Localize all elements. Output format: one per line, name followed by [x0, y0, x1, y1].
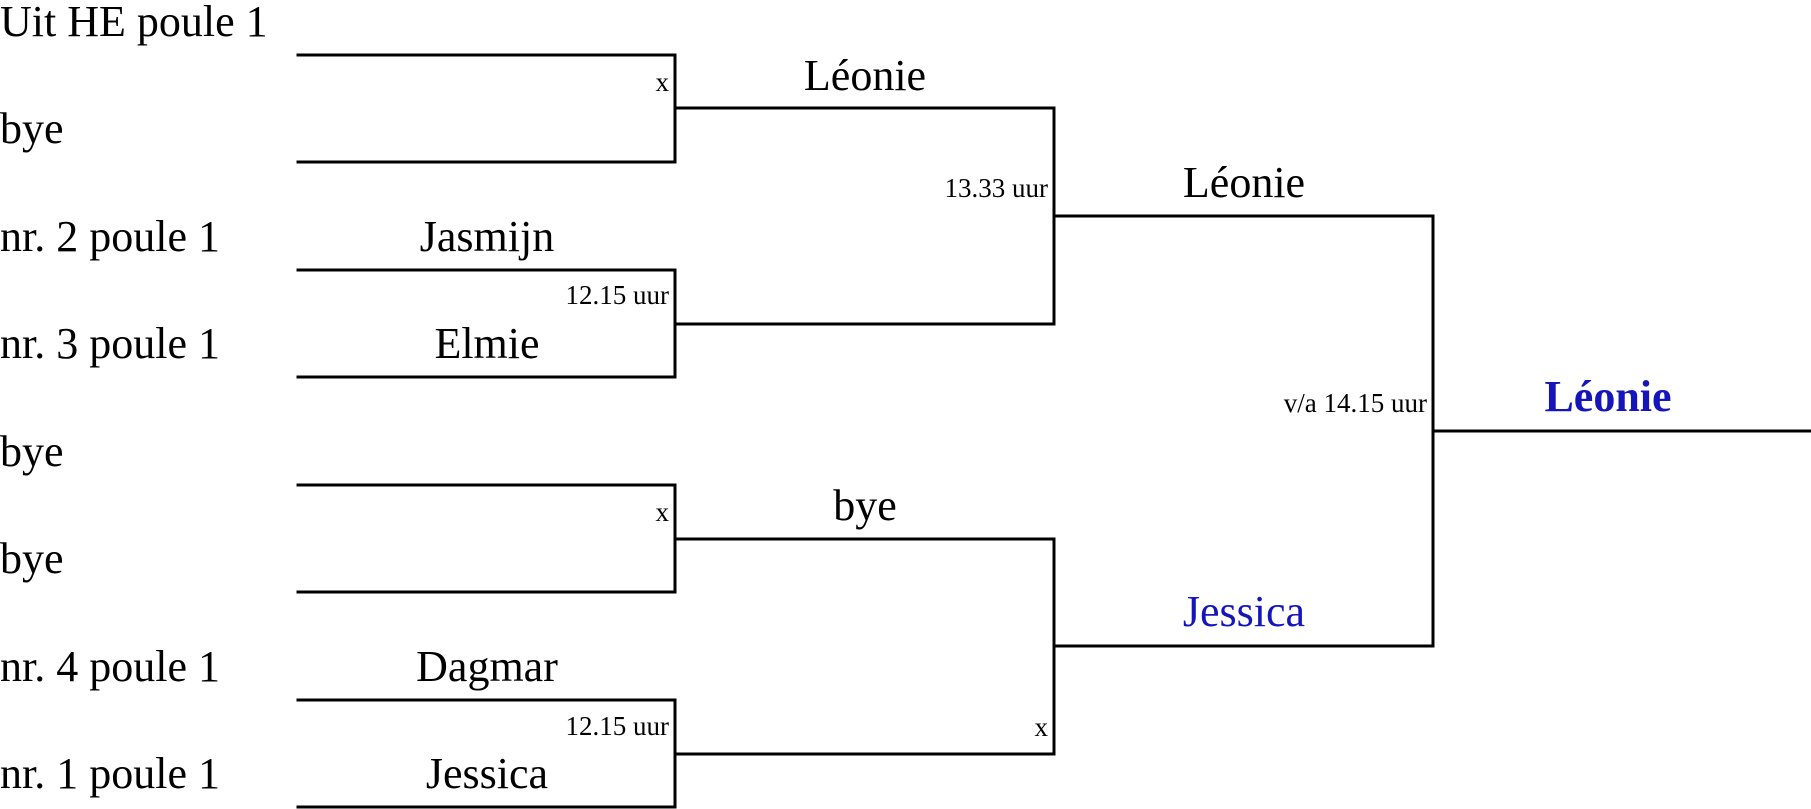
r3-player-2: Jessica	[1182, 587, 1306, 636]
r2-player-3: bye	[833, 481, 897, 530]
r1-player-3: Jasmijn	[419, 212, 555, 261]
r1-match-info-3: x	[655, 497, 669, 527]
round2-match-info	[945, 173, 1049, 742]
seed-label-8: nr. 1 poule 1	[0, 749, 220, 798]
tournament-winner: Léonie	[1544, 372, 1672, 421]
round2-names	[804, 51, 926, 530]
round1-match-info	[566, 67, 670, 741]
round3-lines	[1054, 216, 1811, 646]
seed-label-7: nr. 4 poule 1	[0, 642, 220, 691]
seed-label-3: nr. 2 poule 1	[0, 212, 220, 261]
r1-match-info-1: x	[655, 67, 669, 97]
r1-match-info-4: 12.15 uur	[565, 711, 669, 741]
r2-player-1: Léonie	[803, 51, 927, 100]
seed-label-6: bye	[0, 534, 64, 583]
seed-label-4: nr. 3 poule 1	[0, 319, 220, 368]
r2-match-info-2: x	[1034, 712, 1048, 742]
r1-player-8: Jessica	[425, 749, 549, 798]
r1-match-info-2: 12.15 uur	[565, 280, 669, 310]
seed-label-5: bye	[0, 427, 64, 476]
r2-match-info-1: 13.33 uur	[944, 173, 1048, 203]
round1-names	[416, 212, 558, 798]
seed-labels	[0, 0, 268, 798]
seed-label-2: bye	[0, 104, 64, 153]
round2-lines	[675, 108, 1054, 754]
seed-label-1: Uit HE poule 1	[0, 0, 268, 46]
final-match-info: v/a 14.15 uur	[1283, 388, 1427, 418]
r3-player-1: Léonie	[1182, 158, 1306, 207]
round1-lines	[298, 55, 675, 807]
r1-player-7: Dagmar	[416, 642, 558, 691]
r1-player-4: Elmie	[434, 319, 540, 368]
